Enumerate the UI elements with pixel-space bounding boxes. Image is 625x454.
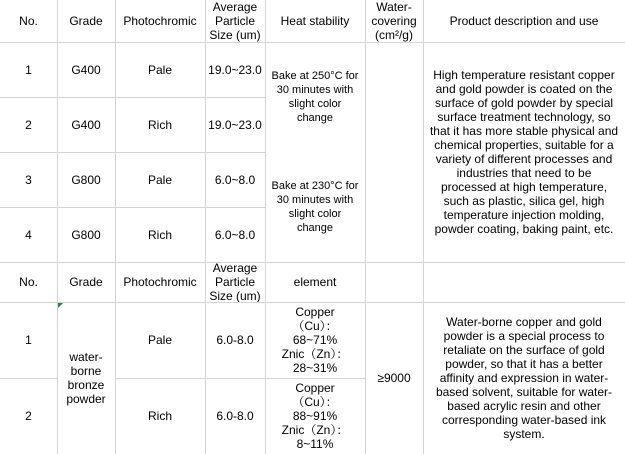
header2-description (423, 262, 625, 302)
g2-row2-size: 6.0-8.0 (216, 409, 254, 423)
header-grade: Grade (69, 14, 103, 28)
g1-row4-no: 4 (25, 227, 32, 242)
g2-row2-no: 2 (25, 409, 32, 423)
header-water-covering: Water- covering (cm²/g) (371, 0, 417, 42)
g1-row4-photochromic: Rich (147, 227, 172, 242)
header2-particle-size: Average Particle Size (um) (209, 262, 261, 302)
g2-row2-element: Copper （Cu）： 88~91% Znic（Zn）： 8~11% (281, 381, 349, 451)
g1-row1-grade: G400 (71, 62, 101, 77)
header-heat-stability: Heat stability (280, 14, 350, 28)
header2-element: element (293, 275, 337, 289)
header2-grade: Grade (69, 275, 103, 289)
g1-heat-stability-a: Bake at 250°C for 30 minutes with slight color change (271, 70, 359, 124)
header-photochromic: Photochromic (123, 14, 197, 28)
header-no: No. (19, 14, 38, 28)
g2-row2-photochromic: Rich (147, 409, 172, 423)
g1-row3-photochromic: Pale (147, 172, 173, 187)
g2-row1-photochromic: Pale (147, 333, 173, 347)
g1-row3-grade: G800 (71, 172, 101, 187)
g1-heat-stability-b: Bake at 230°C for 30 minutes with slight color change (271, 180, 359, 234)
g2-water-covering: ≥9000 (377, 371, 411, 385)
g1-row3-no: 3 (25, 172, 32, 187)
g2-description: Water-borne copper and gold powder is a special process to retaliate on the surface of gold powder, so that it has a better affinity and expression in water- based solvent, suitable for water- based acrylic resin and other corresponding water-based ink system. (435, 315, 613, 441)
g1-row1-photochromic: Pale (147, 62, 173, 77)
g1-row4-size: 6.0~8.0 (214, 227, 256, 242)
g1-row1-no: 1 (25, 62, 32, 77)
header2-water-covering (365, 262, 423, 302)
g1-row2-size: 19.0~23.0 (208, 117, 262, 132)
g1-row2-grade: G400 (71, 117, 101, 132)
g2-row1-no: 1 (25, 333, 32, 347)
g1-row2-no: 2 (25, 117, 32, 132)
g2-row1-element: Copper （Cu）： 68~71% Znic（Zn）： 28~31% (281, 305, 349, 375)
g1-water-covering (365, 42, 423, 262)
header-description: Product description and use (449, 14, 599, 28)
g1-row4-grade: G800 (71, 227, 101, 242)
g1-description: High temperature resistant copper and gold powder is coated on the surface of gold powder by special surface treatment technology, so that it has more stable physical and chemical properties, suitable for a variety of different processes and industries that need to be processed at high temperature, such as plastic, silica gel, high temperature injection molding, powder coating, baking paint, etc. (429, 68, 619, 236)
g2-grade: water- borne bronze powder (66, 350, 106, 406)
header2-no: No. (19, 275, 38, 289)
g1-row2-photochromic: Rich (147, 117, 172, 132)
header-particle-size: Average Particle Size (um) (209, 0, 261, 42)
g1-row1-size: 19.0~23.0 (208, 62, 262, 77)
g2-row1-size: 6.0-8.0 (216, 333, 254, 347)
g1-row3-size: 6.0~8.0 (214, 172, 256, 187)
header2-photochromic: Photochromic (123, 275, 197, 289)
